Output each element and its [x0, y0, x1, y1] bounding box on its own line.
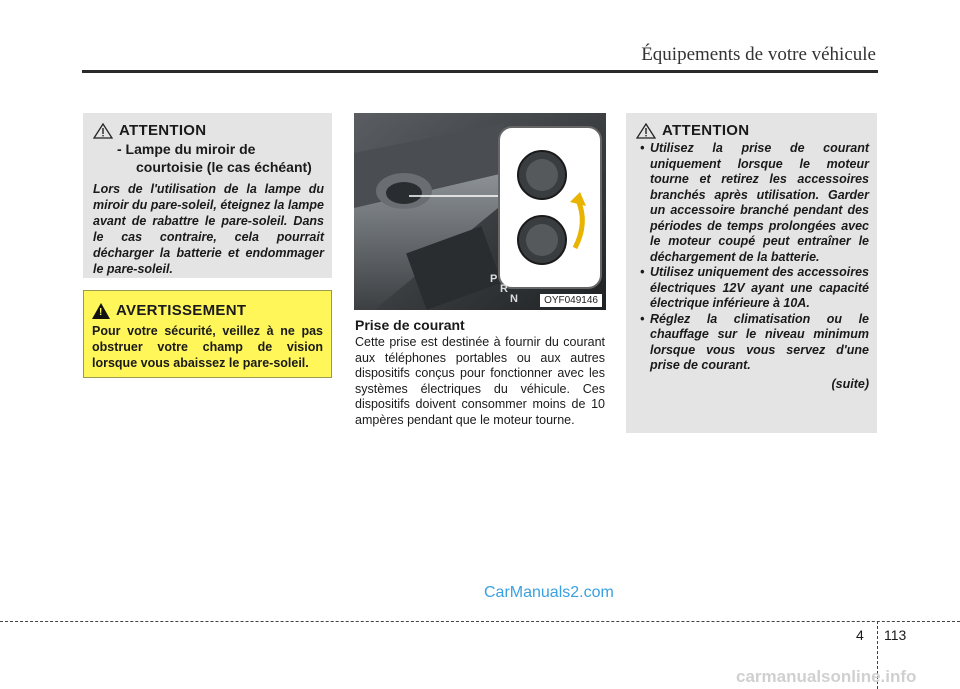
attention-body: Lors de l'utilisation de la lampe du miroir du pare-soleil, éteignez la lampe avant de rabattre le pare-soleil. Dans le cas contraire, cela pourrait décharger la batterie et endommager le pare-soleil. — [93, 182, 324, 276]
warning-exclamation-icon: ! — [92, 303, 110, 319]
warning-body: Pour votre sécurité, veillez à ne pas obstruer votre champ de vision lorsque vous abaissez le pare-soleil. — [92, 324, 323, 370]
footer-rule — [0, 621, 960, 622]
chapter-number: 4 — [856, 627, 864, 643]
attention-subtitle-line1: - Lampe du miroir de — [117, 141, 256, 157]
outlet-caps-illustration — [500, 128, 600, 287]
attention-list-item: • Utilisez uniquement des accessoires électriques 12V ayant une capacité électrique inférieure à 10A. — [640, 265, 869, 310]
attention-list — [636, 141, 869, 374]
page-header-title: Équipements de votre véhicule — [641, 44, 876, 65]
attention-heading — [93, 122, 324, 139]
continued-label: (suite) — [831, 376, 869, 391]
attention-heading-text: ATTENTION — [119, 122, 207, 139]
gear-letter-n: N — [510, 293, 518, 305]
site-footer-watermark: carmanualsonline.info — [736, 667, 917, 686]
gear-letter-p: P — [490, 273, 498, 285]
figure-code: OYF049146 — [540, 294, 602, 307]
gear-letter-r: R — [500, 283, 508, 295]
attention-heading — [636, 122, 869, 139]
attention-list-item: • Réglez la climatisation ou le chauffage sur le niveau minimum lorsque vous vous servez d'une prise de courant. — [640, 311, 869, 372]
header-rule — [82, 70, 878, 73]
warning-heading — [92, 302, 323, 319]
attention-subtitle-line2: courtoisie (le cas échéant) — [136, 159, 312, 175]
power-outlet-figure — [354, 113, 606, 310]
attention-heading-text: ATTENTION — [662, 122, 750, 139]
warning-heading-text: AVERTISSEMENT — [116, 302, 247, 319]
warning-box — [83, 290, 332, 378]
watermark-link[interactable]: CarManuals2.com — [484, 584, 614, 601]
page-number: 113 — [884, 627, 907, 643]
attention-list-item: • Utilisez la prise de courant uniquement lorsque le moteur tourne et retirez les accessoires branchés après utilisation. Garder un accessoire branché pendant des périodes de temps prolongées avec le moteur coupé peut entraîner le déchargement de la batterie. — [640, 141, 869, 264]
outlet-closeup-inset — [498, 126, 602, 289]
warning-triangle-icon — [636, 123, 656, 139]
attention-box-mirror-lamp — [83, 113, 332, 278]
warning-triangle-icon — [93, 123, 113, 139]
section-title: Prise de courant — [355, 317, 465, 333]
attention-box-power-outlet — [626, 113, 877, 433]
section-body: Cette prise est destinée à fournir du courant aux téléphones portables ou aux autres dispositifs conçus pour fonctionner avec les systèmes électriques du véhicule. Ces dispositifs doivent consommer moins de 10 ampères pendant que le moteur tourne. — [355, 335, 605, 427]
